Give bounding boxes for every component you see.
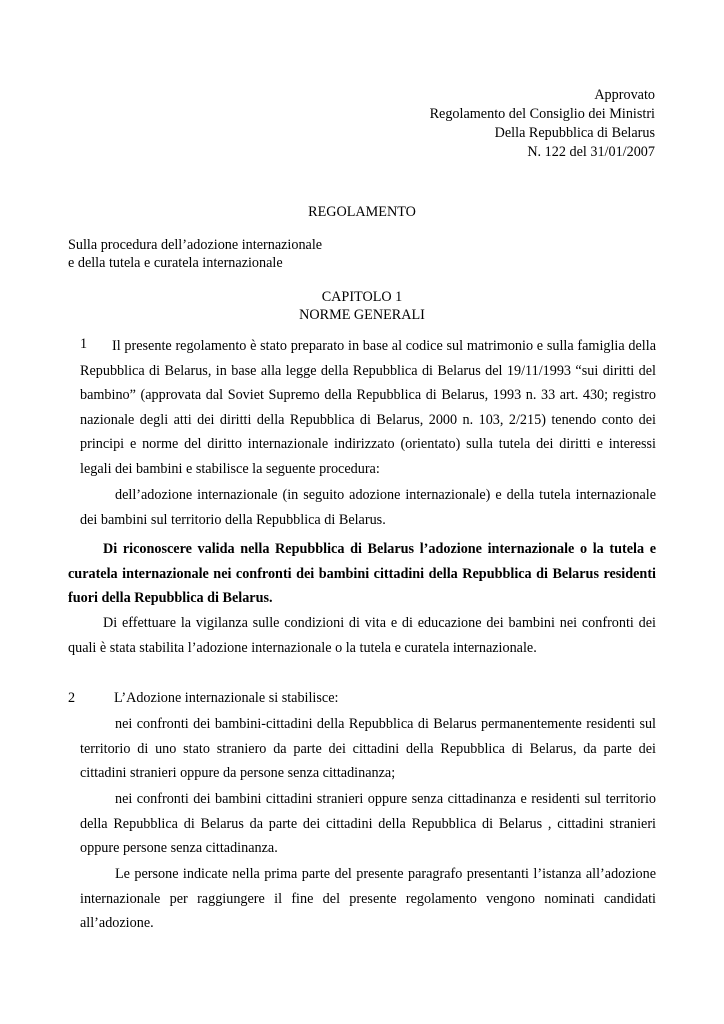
section2-paragraph-3: Le persone indicate nella prima parte del presente paragrafo presentanti l’istanza all’adozione internazionale per raggiungere il fine del presente regolamento vengono nominati candidati all’adozione. xyxy=(80,866,656,931)
chapter-heading xyxy=(0,288,724,324)
section2-paragraph-1: nei confronti dei bambini-cittadini della Repubblica di Belarus permanentemente residenti sul territorio di uno stato straniero da parte dei cittadini della Repubblica di Belarus, da parte dei cittadini stranieri oppure da persone senza cittadinanza; xyxy=(80,716,656,781)
section-number: 2 xyxy=(68,690,76,706)
approval-line: Regolamento del Consiglio dei Ministri xyxy=(429,106,655,122)
approval-line: Della Repubblica di Belarus xyxy=(494,125,655,141)
approval-block xyxy=(430,86,655,162)
document-title: REGOLAMENTO xyxy=(308,204,416,220)
section-number: 1 xyxy=(80,336,88,352)
section1-paragraph-1: Il presente regolamento è stato preparato in base al codice sul matrimonio e sulla famiglia della Repubblica di Belarus, in base alla legge della Repubblica di Belarus del 19/11/1993 “sui diritti del bambino” (approvata dal Soviet Supremo della Repubblica di Belarus, 1993 n. 33 art. 430; registro nazionale degli atti dei diritti della Repubblica di Belarus, 2000 n. 103, 2/215) tenendo conto dei principi e norme del diritto internazionale indirizzato (orientato) sulla tutela dei diritti e interessi legali dei bambini e stabilisce la seguente procedura: xyxy=(80,338,656,477)
approval-line: Approvato xyxy=(594,87,655,103)
chapter-number: CAPITOLO 1 xyxy=(321,289,403,305)
section1-paragraph-3: Di riconoscere valida nella Repubblica di Belarus l’adozione internazionale o la tutela e curatela internazionale nei confronti dei bambini cittadini della Repubblica di Belarus residenti fuori della Repubblica di Belarus. xyxy=(68,541,656,606)
subtitle-line: Sulla procedura dell’adozione internazionale xyxy=(68,237,323,253)
section2-paragraph-2: nei confronti dei bambini cittadini stranieri oppure senza cittadinanza e residenti sul territorio della Repubblica di Belarus da parte dei cittadini della Repubblica di Belarus , cittadini stranieri oppure persone senza cittadinanza. xyxy=(80,791,656,856)
approval-line: N. 122 del 31/01/2007 xyxy=(527,144,655,160)
section1-paragraph-2: dell’adozione internazionale (in seguito adozione internazionale) e della tutela internazionale dei bambini sul territorio della Repubblica di Belarus. xyxy=(80,487,656,528)
section2-heading: L’Adozione internazionale si stabilisce: xyxy=(114,690,339,706)
document-subtitle xyxy=(68,236,322,272)
subtitle-line: e della tutela e curatela internazionale xyxy=(68,255,283,271)
chapter-name: NORME GENERALI xyxy=(299,307,425,323)
section1-paragraph-4: Di effettuare la vigilanza sulle condizioni di vita e di educazione dei bambini nei confronti dei quali è stata stabilita l’adozione internazionale o la tutela e curatela internazionale. xyxy=(68,615,656,656)
